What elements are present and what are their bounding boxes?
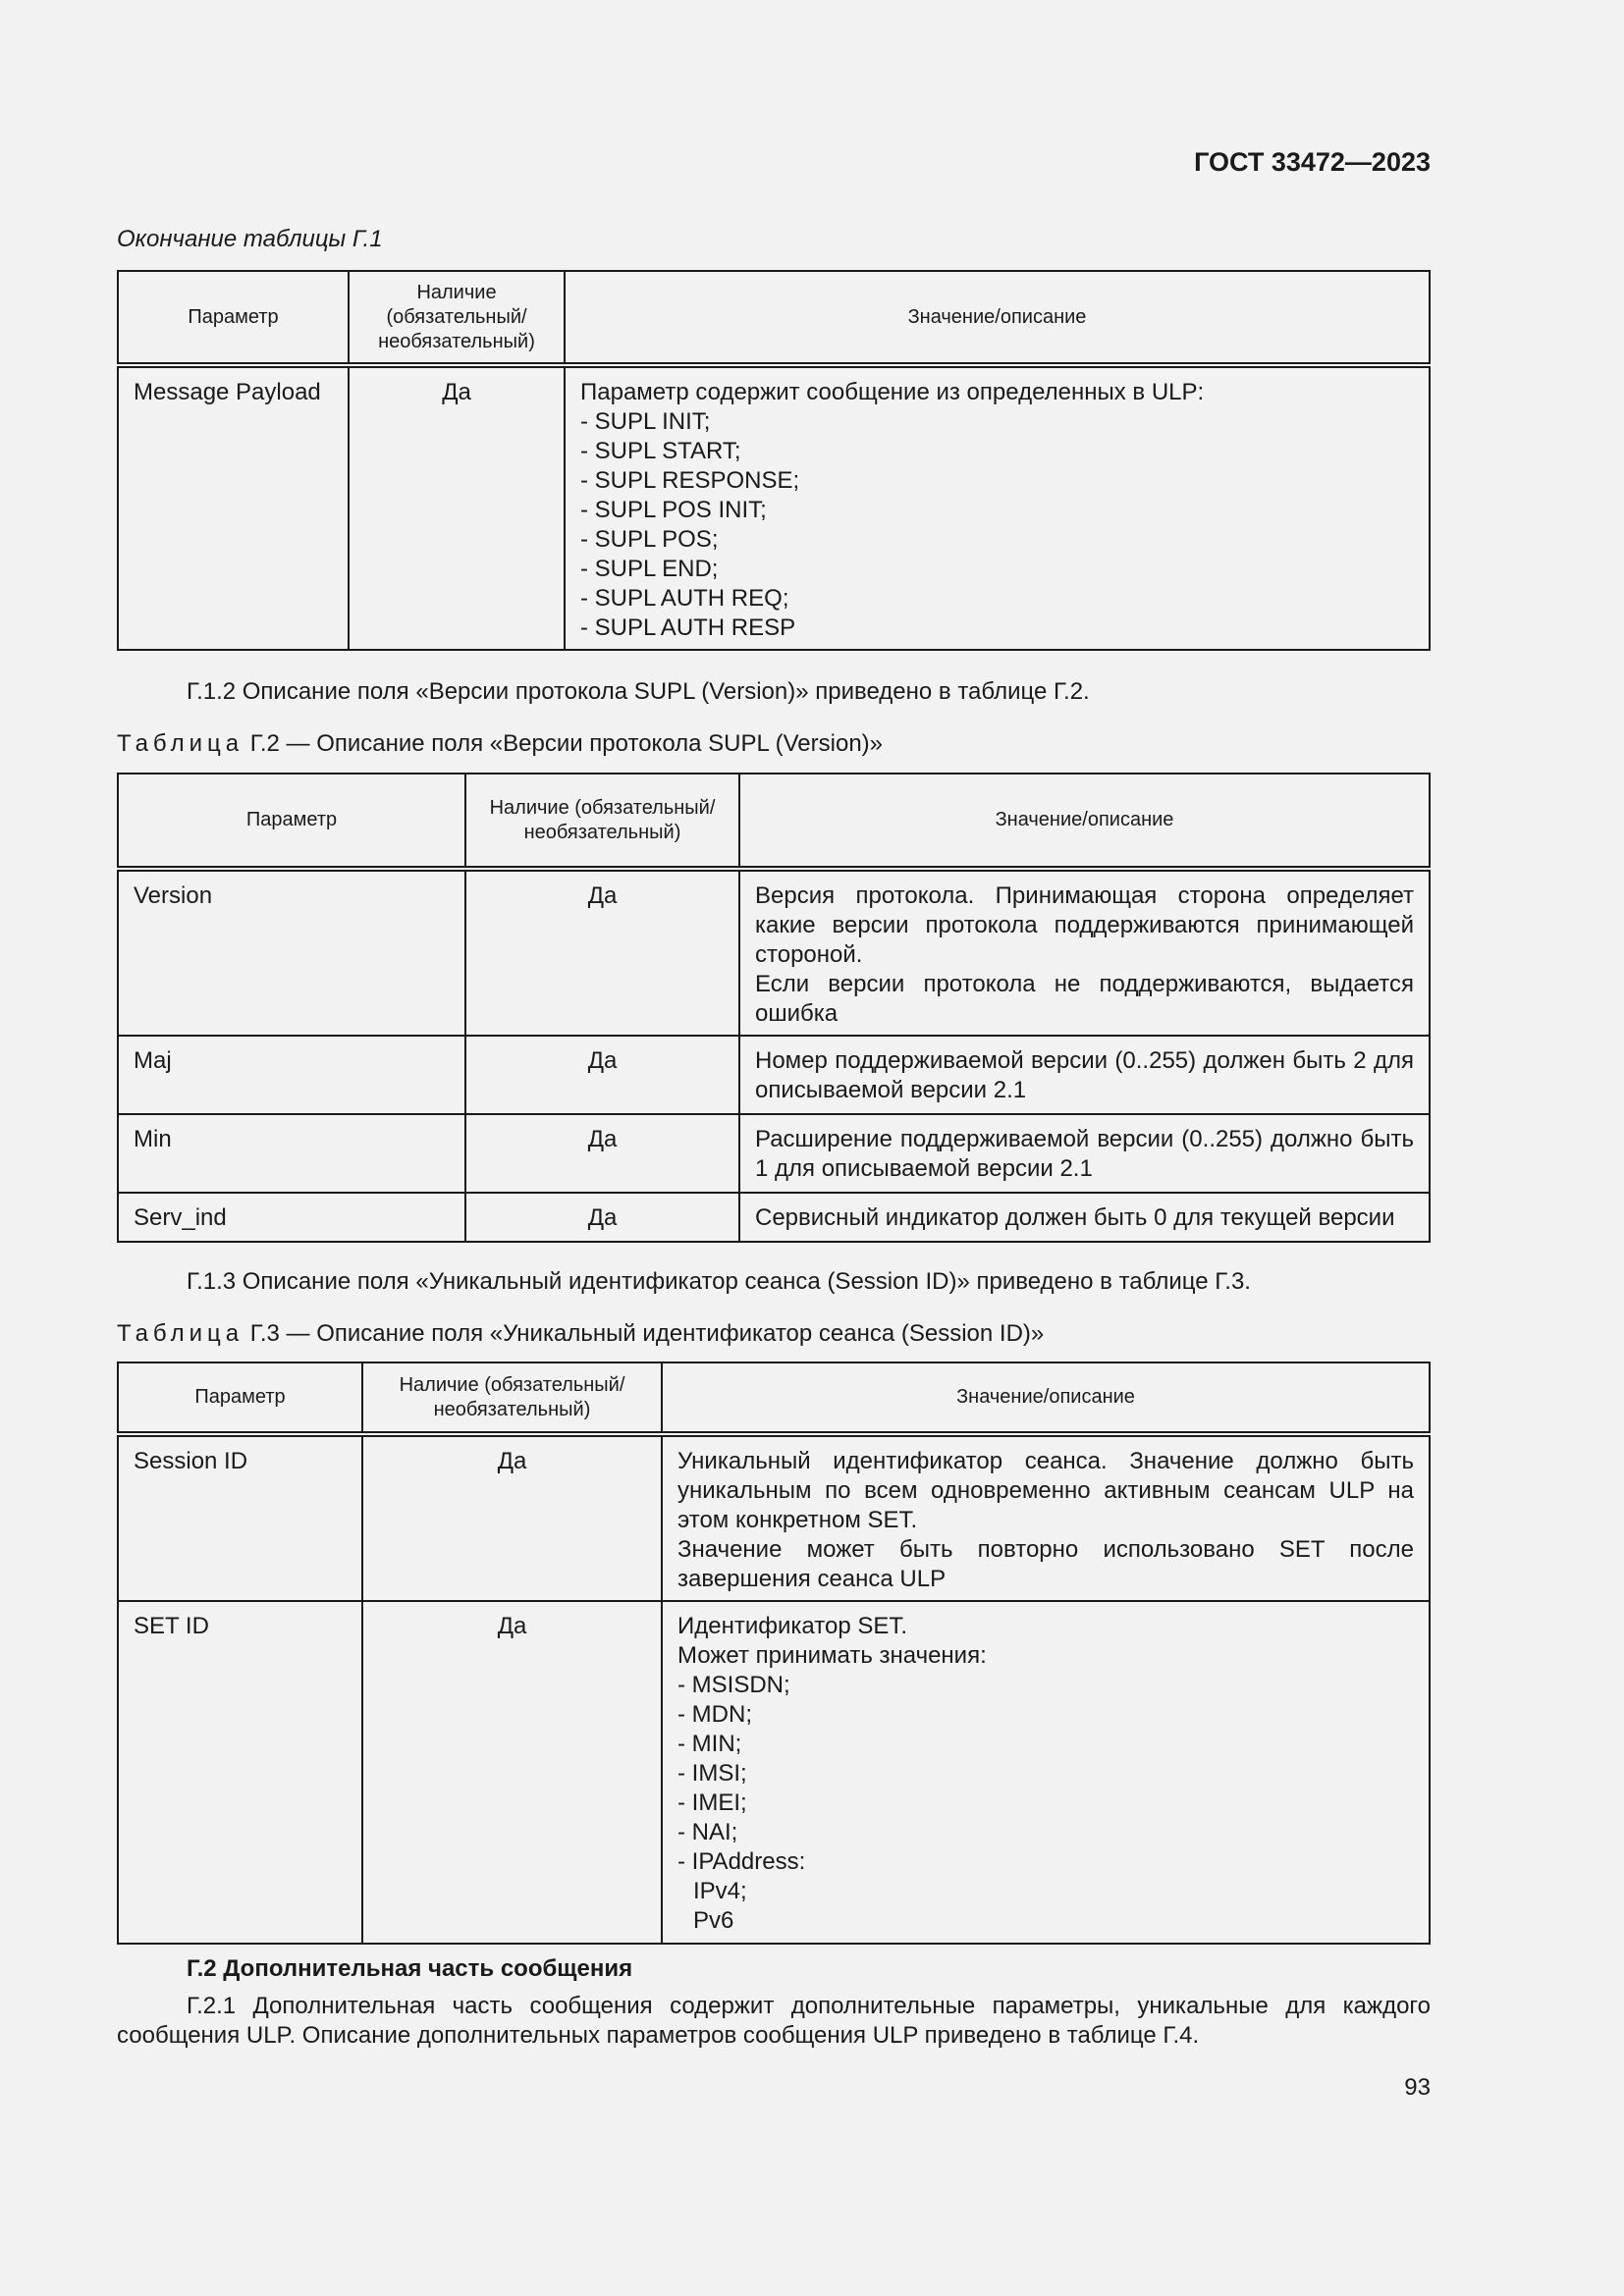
description-line: Идентификатор SET. (677, 1613, 908, 1639)
header-presence: Наличие (обязательный/ необязательный) (465, 774, 739, 869)
presence-cell: Да (465, 1036, 739, 1114)
table-row (118, 1601, 1430, 1944)
header-presence: Наличие (обязательный/ необязательный) (349, 271, 565, 365)
description-line: - SUPL AUTH REQ; (580, 585, 789, 612)
description-line: - IMSI; (677, 1760, 747, 1787)
table-row (118, 1114, 1430, 1193)
header-description: Значение/описание (565, 271, 1430, 365)
description-line: - SUPL INIT; (580, 408, 711, 435)
presence-cell: Да (465, 1193, 739, 1242)
caption-text: Г.2 — Описание поля «Версии протокола SUPL (Version)» (249, 730, 884, 757)
presence-cell: Да (349, 365, 565, 650)
table-header-row (118, 1362, 1430, 1434)
description-line: Значение может быть повторно использовано SET после завершения сеанса ULP (677, 1536, 1414, 1592)
presence-cell: Да (362, 1601, 662, 1944)
header-parameter: Параметр (118, 271, 349, 365)
description-cell (662, 1601, 1430, 1944)
table-g1 (117, 270, 1431, 651)
table-row (118, 1036, 1430, 1114)
description-line: - SUPL RESPONSE; (580, 467, 800, 494)
paragraph-g12: Г.1.2 Описание поля «Версии протокола SUPL (Version)» приведено в таблице Г.2. (187, 678, 1090, 705)
param-cell: Maj (118, 1036, 465, 1114)
description-line: - SUPL POS; (580, 526, 719, 553)
description-line: - SUPL START; (580, 438, 741, 464)
table-g3-caption (117, 1320, 1044, 1348)
description-line: - MDN; (677, 1701, 752, 1728)
description-line: - SUPL AUTH RESP (580, 614, 796, 641)
description-line: - IMEI; (677, 1789, 747, 1816)
description-cell: Расширение поддерживаемой версии (0..255) должно быть 1 для описываемой версии 2.1 (739, 1114, 1430, 1193)
description-cell: Номер поддерживаемой версии (0..255) должен быть 2 для описываемой версии 2.1 (739, 1036, 1430, 1114)
paragraph-g13: Г.1.3 Описание поля «Уникальный идентификатор сеанса (Session ID)» приведено в таблице Г.3. (187, 1268, 1251, 1295)
caption-label: Таблица (117, 730, 244, 757)
table-g1-caption: Окончание таблицы Г.1 (117, 226, 383, 252)
description-cell (662, 1434, 1430, 1601)
caption-text: Г.3 — Описание поля «Уникальный идентификатор сеанса (Session ID)» (249, 1320, 1045, 1347)
table-row (118, 869, 1430, 1036)
description-line: - NAI; (677, 1819, 738, 1845)
table-g3 (117, 1362, 1431, 1945)
header-description: Значение/описание (739, 774, 1430, 869)
section-heading-g2: Г.2 Дополнительная часть сообщения (187, 1955, 633, 1982)
presence-cell: Да (465, 1114, 739, 1193)
table-row (118, 365, 1430, 650)
description-line: Может принимать значения: (677, 1642, 987, 1669)
description-subline: Pv6 (693, 1907, 734, 1934)
table-row (118, 1434, 1430, 1601)
description-line: - IPAddress: (677, 1848, 806, 1875)
description-line: Параметр содержит сообщение из определенных в ULP: (580, 379, 1205, 405)
table-header-row (118, 271, 1430, 365)
header-presence: Наличие (обязательный/ необязательный) (362, 1362, 662, 1434)
presence-cell: Да (465, 869, 739, 1036)
param-cell: Min (118, 1114, 465, 1193)
description-line: Если версии протокола не поддерживаются, выдается ошибка (755, 971, 1414, 1027)
description-subline: IPv4; (693, 1878, 747, 1904)
description-cell: Сервисный индикатор должен быть 0 для текущей версии (739, 1193, 1430, 1242)
page-number: 93 (1404, 2074, 1431, 2101)
header-description: Значение/описание (662, 1362, 1430, 1434)
param-cell: Version (118, 869, 465, 1036)
table-g2 (117, 773, 1431, 1243)
param-cell: Message Payload (118, 365, 349, 650)
caption-label: Таблица (117, 1320, 244, 1347)
table-row (118, 1193, 1430, 1242)
header-parameter: Параметр (118, 774, 465, 869)
header-parameter: Параметр (118, 1362, 362, 1434)
description-line: - SUPL END; (580, 556, 719, 582)
table-header-row (118, 774, 1430, 869)
description-line: - SUPL POS INIT; (580, 497, 767, 523)
description-line: Уникальный идентификатор сеанса. Значение должно быть уникальным по всем одновременно активным сеансам ULP на этом конкретном SET. (677, 1448, 1414, 1533)
description-line: Версия протокола. Принимающая сторона определяет какие версии протокола поддерживаются принимающей стороной. (755, 882, 1414, 968)
description-line: - MIN; (677, 1731, 742, 1757)
paragraph-g21: Г.2.1 Дополнительная часть сообщения содержит дополнительные параметры, уникальные для каждого сообщения ULP. Описание дополнительных параметров сообщения ULP приведено в таблице Г.4. (117, 1993, 1431, 2049)
table-g2-caption (117, 730, 883, 758)
presence-cell: Да (362, 1434, 662, 1601)
description-cell (565, 365, 1430, 650)
description-line: - MSISDN; (677, 1672, 790, 1698)
description-cell (739, 869, 1430, 1036)
param-cell: SET ID (118, 1601, 362, 1944)
standard-number: ГОСТ 33472—2023 (1194, 147, 1431, 177)
param-cell: Serv_ind (118, 1193, 465, 1242)
param-cell: Session ID (118, 1434, 362, 1601)
